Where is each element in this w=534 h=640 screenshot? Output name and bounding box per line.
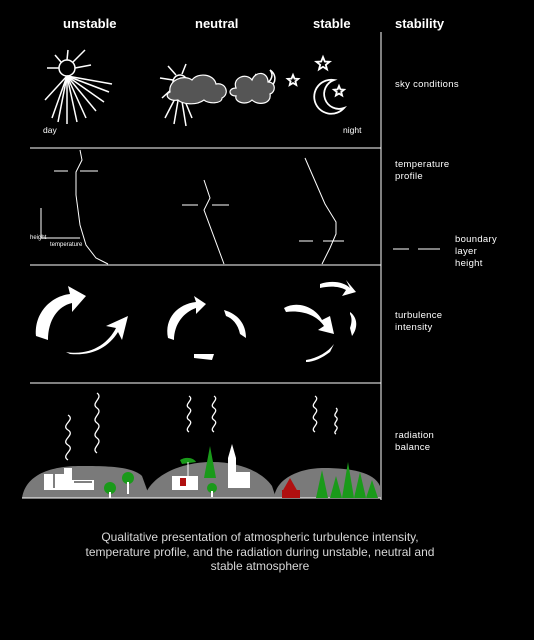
moon-stars-icon [288,57,344,114]
day-label: day [43,125,57,135]
row-label-sky: sky conditions [395,79,459,90]
row-label-radiation: radiation balance [395,430,435,453]
temperature-profiles [41,150,440,264]
row-label-turbulence: turbulence intensity [395,310,443,333]
sun-icon [45,50,112,124]
turbulence-arrows [36,280,356,362]
radiation-waves [66,393,337,460]
figure-caption: Qualitative presentation of atmospheric turbulence intensity, temperature profile, and the radiation during unstable, neutral and stable atmosphere [85,530,435,573]
cloud-moon-icon [230,70,275,103]
header-stability: stability [395,16,445,31]
landscape [22,444,381,498]
sun-cloud-icon [160,64,226,126]
axis-label-temperature: temperature [50,242,83,248]
row-label-temperature: temperature profile [395,159,450,182]
night-label: night [343,125,362,135]
header-stable: stable [313,16,351,31]
header-neutral: neutral [195,16,239,31]
axis-label-height: height [30,235,47,241]
grid-lines [30,32,381,500]
header-unstable: unstable [63,16,117,31]
boundary-layer-label: boundary layer height [455,234,498,269]
